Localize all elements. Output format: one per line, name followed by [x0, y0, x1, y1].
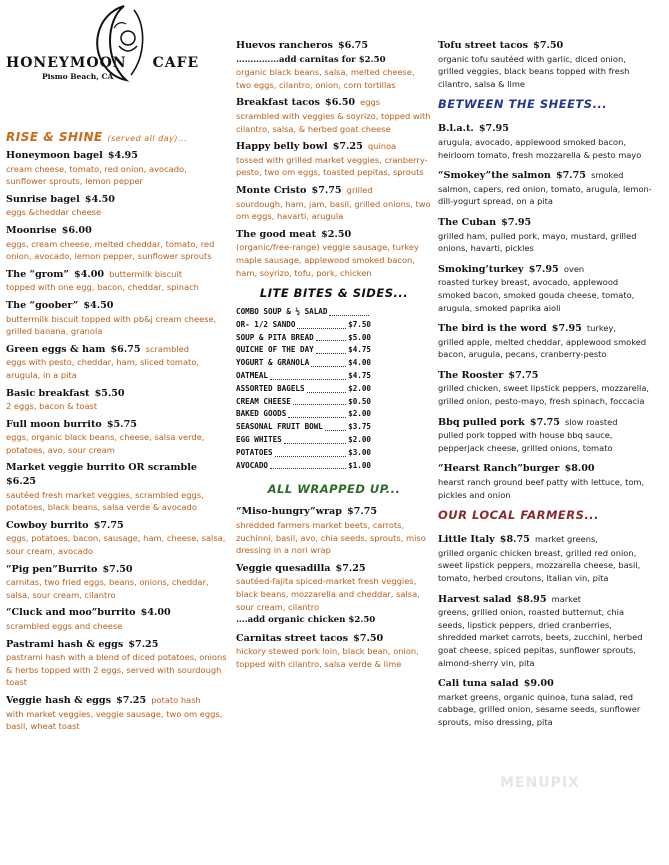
dot-leader	[293, 396, 346, 406]
list-item	[236, 631, 432, 670]
item-name: Breakfast tacos	[236, 97, 320, 109]
item-name: Pastrami hash & eggs	[6, 638, 124, 650]
item-price: $7.75	[347, 506, 378, 518]
item-desc: scrambled with veggies & soyrizo, topped with cilantro, salsa, & herbed goat cheese	[236, 110, 431, 134]
side-price: $3.75	[348, 422, 371, 432]
item-addon: ….add organic chicken $2.50	[236, 615, 376, 626]
side-price: $2.00	[348, 435, 371, 445]
side-row	[236, 383, 371, 396]
side-row	[236, 319, 371, 332]
item-name: “Pig pen”Burrito	[6, 563, 98, 575]
side-row	[236, 370, 371, 383]
item-desc: grilled ham, pulled pork, mayo, mustard, grilled onions, havarti, pickles	[438, 230, 637, 254]
side-label: BAKED GOODS	[236, 409, 287, 419]
list-item	[6, 148, 228, 187]
list-item	[438, 532, 652, 583]
item-price: $6.75	[110, 343, 141, 355]
item-name: Happy belly bowl	[236, 141, 328, 153]
side-price: $0.50	[348, 396, 371, 406]
item-desc: eggs, organic black beans, cheese, salsa verde, potatoes, avo, sour cream	[6, 432, 205, 455]
item-desc-inline: oven	[563, 263, 585, 274]
item-name: Huevos rancheros	[236, 40, 333, 51]
item-name: The good meat	[236, 228, 317, 240]
item-price: $2.50	[321, 228, 352, 240]
item-desc: eggs &cheddar cheese	[6, 207, 102, 218]
item-name: Cowboy burrito	[6, 519, 89, 531]
cafe-name-left: HONEYMOON	[6, 55, 127, 71]
side-price: $2.00	[348, 409, 371, 419]
side-label: EGG WHITES	[236, 435, 282, 445]
item-desc-inline: eggs	[360, 97, 381, 108]
item-price: $4.00	[74, 268, 105, 280]
item-price: $6.50	[325, 97, 356, 109]
cafe-logo	[6, 0, 228, 120]
item-price: $4.50	[84, 193, 115, 205]
item-name: Bbq pulled pork	[438, 416, 525, 428]
side-label: AVOCADO	[236, 460, 269, 470]
section-note: (served all day)...	[107, 134, 188, 143]
item-name: Cali tuna salad	[438, 678, 519, 690]
side-price: $7.50	[348, 319, 371, 329]
item-desc: organic tofu sautéed with garlic, diced onion, grilled veggies, black beans topped with fresh cilantro, salsa & lime	[438, 53, 630, 89]
item-name: Harvest salad	[438, 593, 512, 605]
side-label: SEASONAL FRUIT BOWL	[236, 422, 323, 432]
item-name: Honeymoon bagel	[6, 150, 103, 161]
dot-leader	[316, 332, 346, 342]
item-price: $7.50	[533, 40, 564, 51]
dot-leader	[316, 344, 346, 354]
section-title-lite-bites: LITE BITES & SIDES...	[259, 286, 409, 301]
list-item	[438, 592, 652, 669]
dot-leader	[307, 383, 347, 393]
item-desc: shredded farmers market beets, carrots, zuchinni, basil, avo, chia seeds, sprouts, miso dressing in a nori wrap	[236, 520, 426, 556]
item-desc: pulled pork topped with house bbq sauce, pepperjack cheese, grilled onions, tomato	[438, 430, 613, 453]
side-row	[236, 344, 371, 357]
watermark: MENUPIX	[500, 775, 580, 791]
item-name: The Cuban	[438, 216, 497, 228]
item-name: “Cluck and moo”burrito	[6, 607, 136, 619]
item-desc: sautéed-fajita spiced-market fresh veggies, black beans, mozzarella and cheddar, salsa, sour cream, cilantro	[236, 576, 420, 612]
item-price: $4.50	[83, 299, 114, 311]
item-desc: sautéed fresh market veggies, scrambled eggs, potatoes, black beans, salsa verde & avocado	[6, 489, 204, 513]
item-price: $7.75	[311, 184, 342, 196]
item-desc: topped with one egg, bacon, cheddar, spinach	[6, 282, 199, 293]
item-name: Little Italy	[438, 534, 495, 546]
side-price: $5.00	[348, 332, 371, 342]
item-name: Veggie hash & eggs	[6, 694, 112, 706]
side-row	[236, 421, 371, 434]
cafe-name	[6, 55, 199, 71]
item-name: The Rooster	[438, 369, 504, 381]
section-title-text: RISE & SHINE	[6, 130, 103, 144]
dot-leader	[297, 319, 346, 329]
item-desc: with market veggies, veggie sausage, two om eggs, basil, wheat toast	[6, 708, 223, 732]
item-desc: carnitas, two fried eggs, beans, onions, cheddar, salsa, sour cream, cilantro	[6, 577, 209, 600]
menu-column-2	[236, 38, 432, 675]
list-item	[6, 460, 228, 512]
side-label: CREAM CHEESE	[236, 396, 291, 406]
item-desc-inline: potato hash	[151, 694, 201, 705]
side-row	[236, 306, 371, 319]
item-price: $7.95	[478, 123, 509, 135]
item-price: $8.95	[516, 593, 547, 605]
item-desc-inline: market greens,	[534, 534, 598, 545]
menu-column-3	[438, 38, 652, 736]
side-row	[236, 434, 371, 447]
item-name: Moonrise	[6, 224, 57, 236]
side-price: $4.75	[348, 371, 371, 381]
item-desc: salmon, capers, red onion, tomato, arugula, lemon-dill-yogurt spread, on a pita	[438, 183, 652, 207]
list-item	[236, 139, 432, 178]
side-label: OR- 1/2 SANDO	[236, 319, 296, 329]
list-item	[438, 262, 652, 313]
list-item	[438, 168, 652, 207]
item-price: $8.75	[499, 534, 530, 546]
item-name: Smoking’turkey	[438, 263, 524, 275]
item-desc: cream cheese, tomato, red onion, avocado, sunflower sprouts, lemon pepper	[6, 163, 187, 187]
item-price: $7.75	[508, 369, 539, 381]
item-desc-inline: turkey,	[586, 323, 616, 334]
section-title-local-farmers: OUR LOCAL FARMERS...	[438, 508, 600, 523]
item-price: $7.50	[353, 632, 384, 644]
side-label: YOGURT & GRANOLA	[236, 358, 310, 368]
side-label: ASSORTED BAGELS	[236, 383, 305, 393]
item-name: Sunrise bagel	[6, 193, 80, 205]
side-row	[236, 357, 371, 370]
item-desc: greens, grilled onion, roasted butternut, chia seeds, lipstick peppers, dried cranberries, shredded market carrots, beets, zucchini, herbed goat cheese, spiced pepitas, sunflower sprouts, almond-sherry vin, pita	[438, 607, 643, 668]
item-desc-inline: slow roasted	[565, 416, 618, 427]
item-name: Veggie quesadilla	[236, 562, 331, 574]
item-price: $7.95	[501, 216, 532, 228]
dot-leader	[270, 370, 346, 380]
list-item	[6, 417, 228, 456]
item-price: $9.00	[523, 678, 554, 690]
item-price: $7.25	[335, 562, 366, 574]
side-price: $1.00	[348, 460, 371, 470]
list-item	[6, 386, 228, 412]
item-name: Tofu street tacos	[438, 40, 529, 51]
item-price: $7.75	[555, 170, 586, 182]
cafe-location: Pismo Beach, CA	[42, 72, 114, 81]
list-item	[236, 561, 432, 626]
item-desc: hearst ranch ground beef patty with lettuce, tom, pickles and onion	[438, 477, 645, 500]
list-item	[438, 415, 652, 454]
item-name: “Hearst Ranch”burger	[438, 463, 560, 475]
sides-price-list	[236, 306, 371, 472]
list-item	[438, 321, 652, 360]
item-addon: ……………add carnitas for $2.50	[236, 54, 386, 65]
list-item	[236, 227, 432, 278]
item-name: Basic breakfast	[6, 387, 90, 399]
item-name: “Smokey”the salmon	[438, 170, 551, 182]
side-label: POTATOES	[236, 447, 273, 457]
item-desc: hickory stewed pork loin, black bean, onion, topped with cilantro, salsa verde & lime	[236, 646, 419, 669]
item-desc-inline: market	[551, 593, 582, 604]
list-item	[236, 38, 432, 90]
side-row	[236, 332, 371, 345]
side-price: $3.00	[348, 447, 371, 457]
list-item	[438, 461, 652, 500]
item-desc: pastrami hash with a blend of diced potatoes, onions & herbs topped with 2 eggs, served with sourdough toast	[6, 652, 227, 688]
list-item	[6, 693, 228, 732]
list-item	[438, 121, 652, 160]
item-desc: grilled apple, melted cheddar, applewood smoked bacon, arugula, pecans, cranberry-pesto	[438, 336, 647, 360]
item-price: $5.75	[106, 418, 137, 430]
list-item	[6, 192, 228, 218]
item-price: $6.25	[6, 476, 37, 488]
list-item	[236, 95, 432, 134]
list-item	[6, 223, 228, 262]
item-price: $8.00	[564, 463, 595, 475]
side-price: $4.00	[348, 358, 371, 368]
item-desc-inline: buttermilk biscuit	[109, 268, 182, 279]
item-desc: 2 eggs, bacon & toast	[6, 401, 98, 412]
dot-leader	[270, 460, 346, 470]
item-name: Carnitas street tacos	[236, 632, 349, 644]
dot-leader	[275, 447, 347, 457]
dot-leader	[311, 357, 346, 367]
side-price: $4.75	[348, 345, 371, 355]
item-name: The “goober”	[6, 299, 79, 311]
item-desc: roasted turkey breast, avocado, applewood smoked bacon, smoked gouda cheese, tomato, arugula, smoked paprika aioli	[438, 277, 635, 313]
section-title-between-sheets: BETWEEN THE SHEETS...	[438, 97, 608, 112]
list-item	[6, 298, 228, 337]
side-label: SOUP & PITA BREAD	[236, 332, 314, 342]
item-price: $4.00	[140, 607, 171, 619]
item-desc: tossed with grilled market veggies, cranberry-pesto, two om eggs, toasted pepitas, sprouts	[236, 154, 428, 178]
sandwich-list	[438, 121, 652, 500]
item-name: B.l.a.t.	[438, 123, 474, 135]
item-desc-inline: grilled	[346, 184, 373, 195]
list-item	[236, 504, 432, 555]
list-item	[6, 518, 228, 557]
cafe-name-right: CAFE	[152, 55, 200, 71]
item-price: $7.50	[102, 563, 133, 575]
section-title-all-wrapped: ALL WRAPPED UP...	[267, 482, 401, 497]
list-item	[6, 605, 228, 631]
side-label: OATMEAL	[236, 371, 269, 381]
dot-leader	[329, 306, 369, 316]
item-name: “Miso-hungry”wrap	[236, 506, 342, 518]
side-row	[236, 447, 371, 460]
item-desc: (organic/free-range) veggie sausage, turkey maple sausage, applewood smoked bacon, ham, soyrizo, tofu, pork, chicken	[236, 242, 419, 278]
item-price: $7.95	[528, 263, 559, 275]
item-price: $7.75	[529, 416, 560, 428]
rise-shine-list	[6, 148, 228, 732]
dot-leader	[288, 408, 346, 418]
list-item	[6, 342, 228, 381]
side-row	[236, 460, 371, 473]
list-item	[6, 637, 228, 688]
dot-leader	[325, 421, 346, 431]
salad-list	[438, 532, 652, 727]
item-desc: market greens, organic quinoa, tuna salad, red cabbage, grilled onion, sesame seeds, sunflower sprouts, miso dressing, pita	[438, 691, 641, 727]
item-desc: grilled organic chicken breast, grilled red onion, sweet lipstick peppers, mozzarella cheese, basil, tomato, herbed croutons, Italian vin, pita	[438, 547, 641, 583]
side-label: COMBO SOUP & ½ SALAD	[236, 307, 328, 317]
item-name: Green eggs & ham	[6, 343, 106, 355]
list-item	[6, 562, 228, 601]
item-price: $7.75	[93, 519, 124, 531]
side-row	[236, 396, 371, 409]
breakfast-list	[236, 38, 432, 278]
item-desc: arugula, avocado, applewood smoked bacon, heirloom tomato, fresh mozzarella & pesto mayo	[438, 136, 642, 160]
item-desc-inline: smoked	[591, 170, 624, 181]
item-price: $7.25	[128, 638, 159, 650]
list-item	[438, 38, 652, 89]
item-desc: eggs, cream cheese, melted cheddar, tomato, red onion, avocado, lemon pepper, sunflower sprouts	[6, 238, 215, 262]
item-price: $6.00	[61, 224, 92, 236]
wraps-list	[236, 504, 432, 669]
item-price: $7.25	[116, 694, 147, 706]
side-row	[236, 408, 371, 421]
item-price: $7.25	[332, 141, 363, 153]
item-desc: sourdough, ham, jam, basil, grilled onions, two om eggs, havarti, arugula	[236, 198, 431, 222]
item-desc: grilled chicken, sweet lipstick peppers, mozzarella, grilled onion, pesto-mayo, fresh spinach, foccacia	[438, 383, 650, 407]
item-price: $7.95	[551, 323, 582, 335]
item-name: Full moon burrito	[6, 418, 102, 430]
item-desc-inline: quinoa	[367, 141, 397, 152]
item-price: $4.95	[107, 150, 138, 161]
list-item	[6, 267, 228, 293]
list-item	[236, 183, 432, 222]
item-price: $5.50	[94, 387, 125, 399]
list-item	[438, 215, 652, 254]
item-name: Monte Cristo	[236, 184, 307, 196]
item-desc: eggs with pesto, cheddar, ham, sliced tomato, arugula, in a pita	[6, 357, 200, 380]
item-desc: eggs, potatoes, bacon, sausage, ham, cheese, salsa, sour cream, avocado	[6, 533, 226, 557]
item-name: The “grom”	[6, 268, 69, 280]
item-desc-inline: scrambled	[145, 343, 190, 354]
item-desc: organic black beans, salsa, melted cheese, two eggs, cilantro, onion, corn tortillas	[236, 67, 415, 90]
side-price: $2.00	[348, 383, 371, 393]
dot-leader	[284, 434, 346, 444]
item-name: The bird is the word	[438, 323, 547, 335]
list-item	[438, 676, 652, 727]
list-item	[438, 368, 652, 407]
item-desc: scrambled eggs and cheese	[6, 621, 123, 631]
item-name: Market veggie burrito OR scramble	[6, 462, 197, 474]
side-label: QUICHE OF THE DAY	[236, 345, 314, 355]
section-title-rise-shine	[6, 130, 228, 144]
menu-column-1	[6, 0, 228, 737]
item-desc: buttermilk biscuit topped with pb&j cream cheese, grilled banana, granola	[6, 313, 217, 337]
item-price: $6.75	[337, 40, 369, 51]
